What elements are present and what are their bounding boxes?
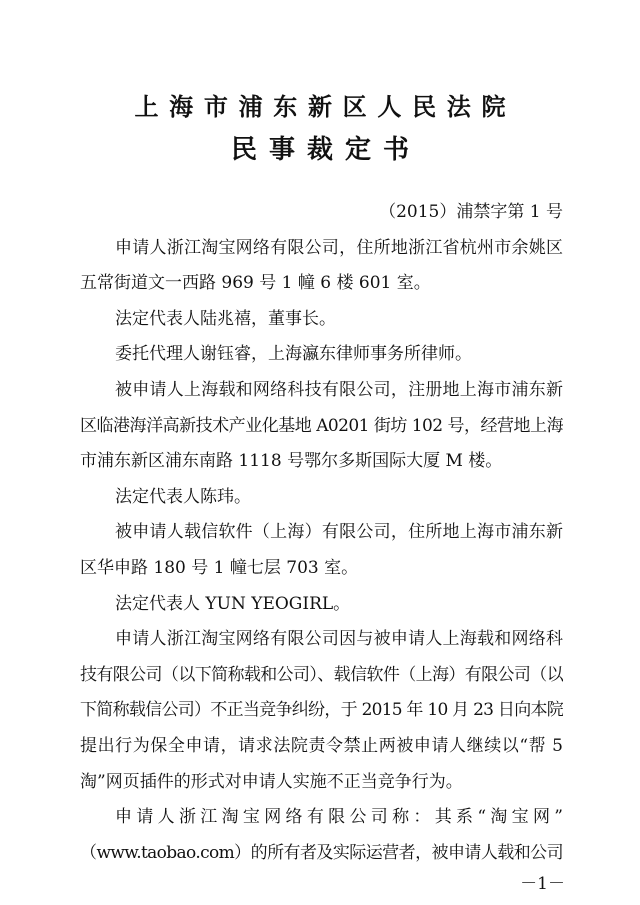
paragraph-line: 法定代表人 YUN YEOGIRL。: [115, 593, 351, 614]
paragraph-line: 市浦东新区浦东南路 1118 号鄂尔多斯国际大厦 M 楼。: [80, 451, 503, 472]
paragraph-agent: [80, 337, 563, 373]
paragraph-line: 委托代理人谢钰睿，上海瀛东律师事务所律师。: [115, 344, 472, 365]
paragraph-line: （www.taobao.com）的所有者及实际运营者，被申请人载和公司: [80, 842, 563, 863]
paragraph-applicant: [80, 231, 563, 302]
court-name: 上海市浦东新区人民法院: [134, 92, 517, 121]
paragraph-line: 被申请人上海载和网络科技有限公司，注册地上海市浦东新: [115, 379, 563, 400]
paragraph-line: 下简称载信公司）不正当竞争纠纷，于 2015 年 10 月 23 日向本院: [80, 700, 563, 721]
paragraph-line: 提出行为保全申请，请求法院责令禁止两被申请人继续以“帮 5: [80, 735, 563, 756]
paragraph-line: 技有限公司（以下简称载和公司）、载信软件（上海）有限公司（以: [80, 664, 563, 685]
paragraph-respondent-2-legal-rep: [80, 587, 563, 623]
paragraph-respondent-1-legal-rep: [80, 480, 563, 516]
document-type: 民事裁定书: [230, 135, 421, 165]
paragraph-case-facts: [80, 622, 563, 800]
paragraph-line: 区华申路 180 号 1 幢七层 703 室。: [80, 557, 359, 578]
paragraph-applicant-legal-rep: [80, 302, 563, 338]
paragraph-line: 淘”网页插件的形式对申请人实施不正当竞争行为。: [80, 771, 463, 792]
case-number: （2015）浦禁字第 1 号: [379, 202, 563, 222]
paragraph-applicant-claim: [80, 800, 563, 871]
paragraph-respondent-1: [80, 373, 563, 480]
paragraph-line: 申请人浙江淘宝网络有限公司称：其系“淘宝网”: [115, 807, 563, 828]
paragraph-line: 申请人浙江淘宝网络有限公司，住所地浙江省杭州市余姚区: [115, 237, 563, 258]
paragraph-line: 申请人浙江淘宝网络有限公司因与被申请人上海载和网络科: [115, 629, 563, 650]
paragraph-respondent-2: [80, 515, 563, 586]
paragraph-line: 区临港海洋高新技术产业化基地 A0201 街坊 102 号，经营地上海: [80, 415, 563, 436]
document-body: [80, 195, 563, 871]
paragraph-line: 被申请人载信软件（上海）有限公司，住所地上海市浦东新: [115, 522, 563, 543]
paragraph-line: 法定代表人陆兆禧，董事长。: [115, 308, 336, 329]
paragraph-line: 五常街道文一西路 969 号 1 幢 6 楼 601 室。: [80, 273, 431, 294]
paragraph-line: 法定代表人陈玮。: [115, 486, 251, 507]
page-number: －1－: [520, 874, 565, 894]
